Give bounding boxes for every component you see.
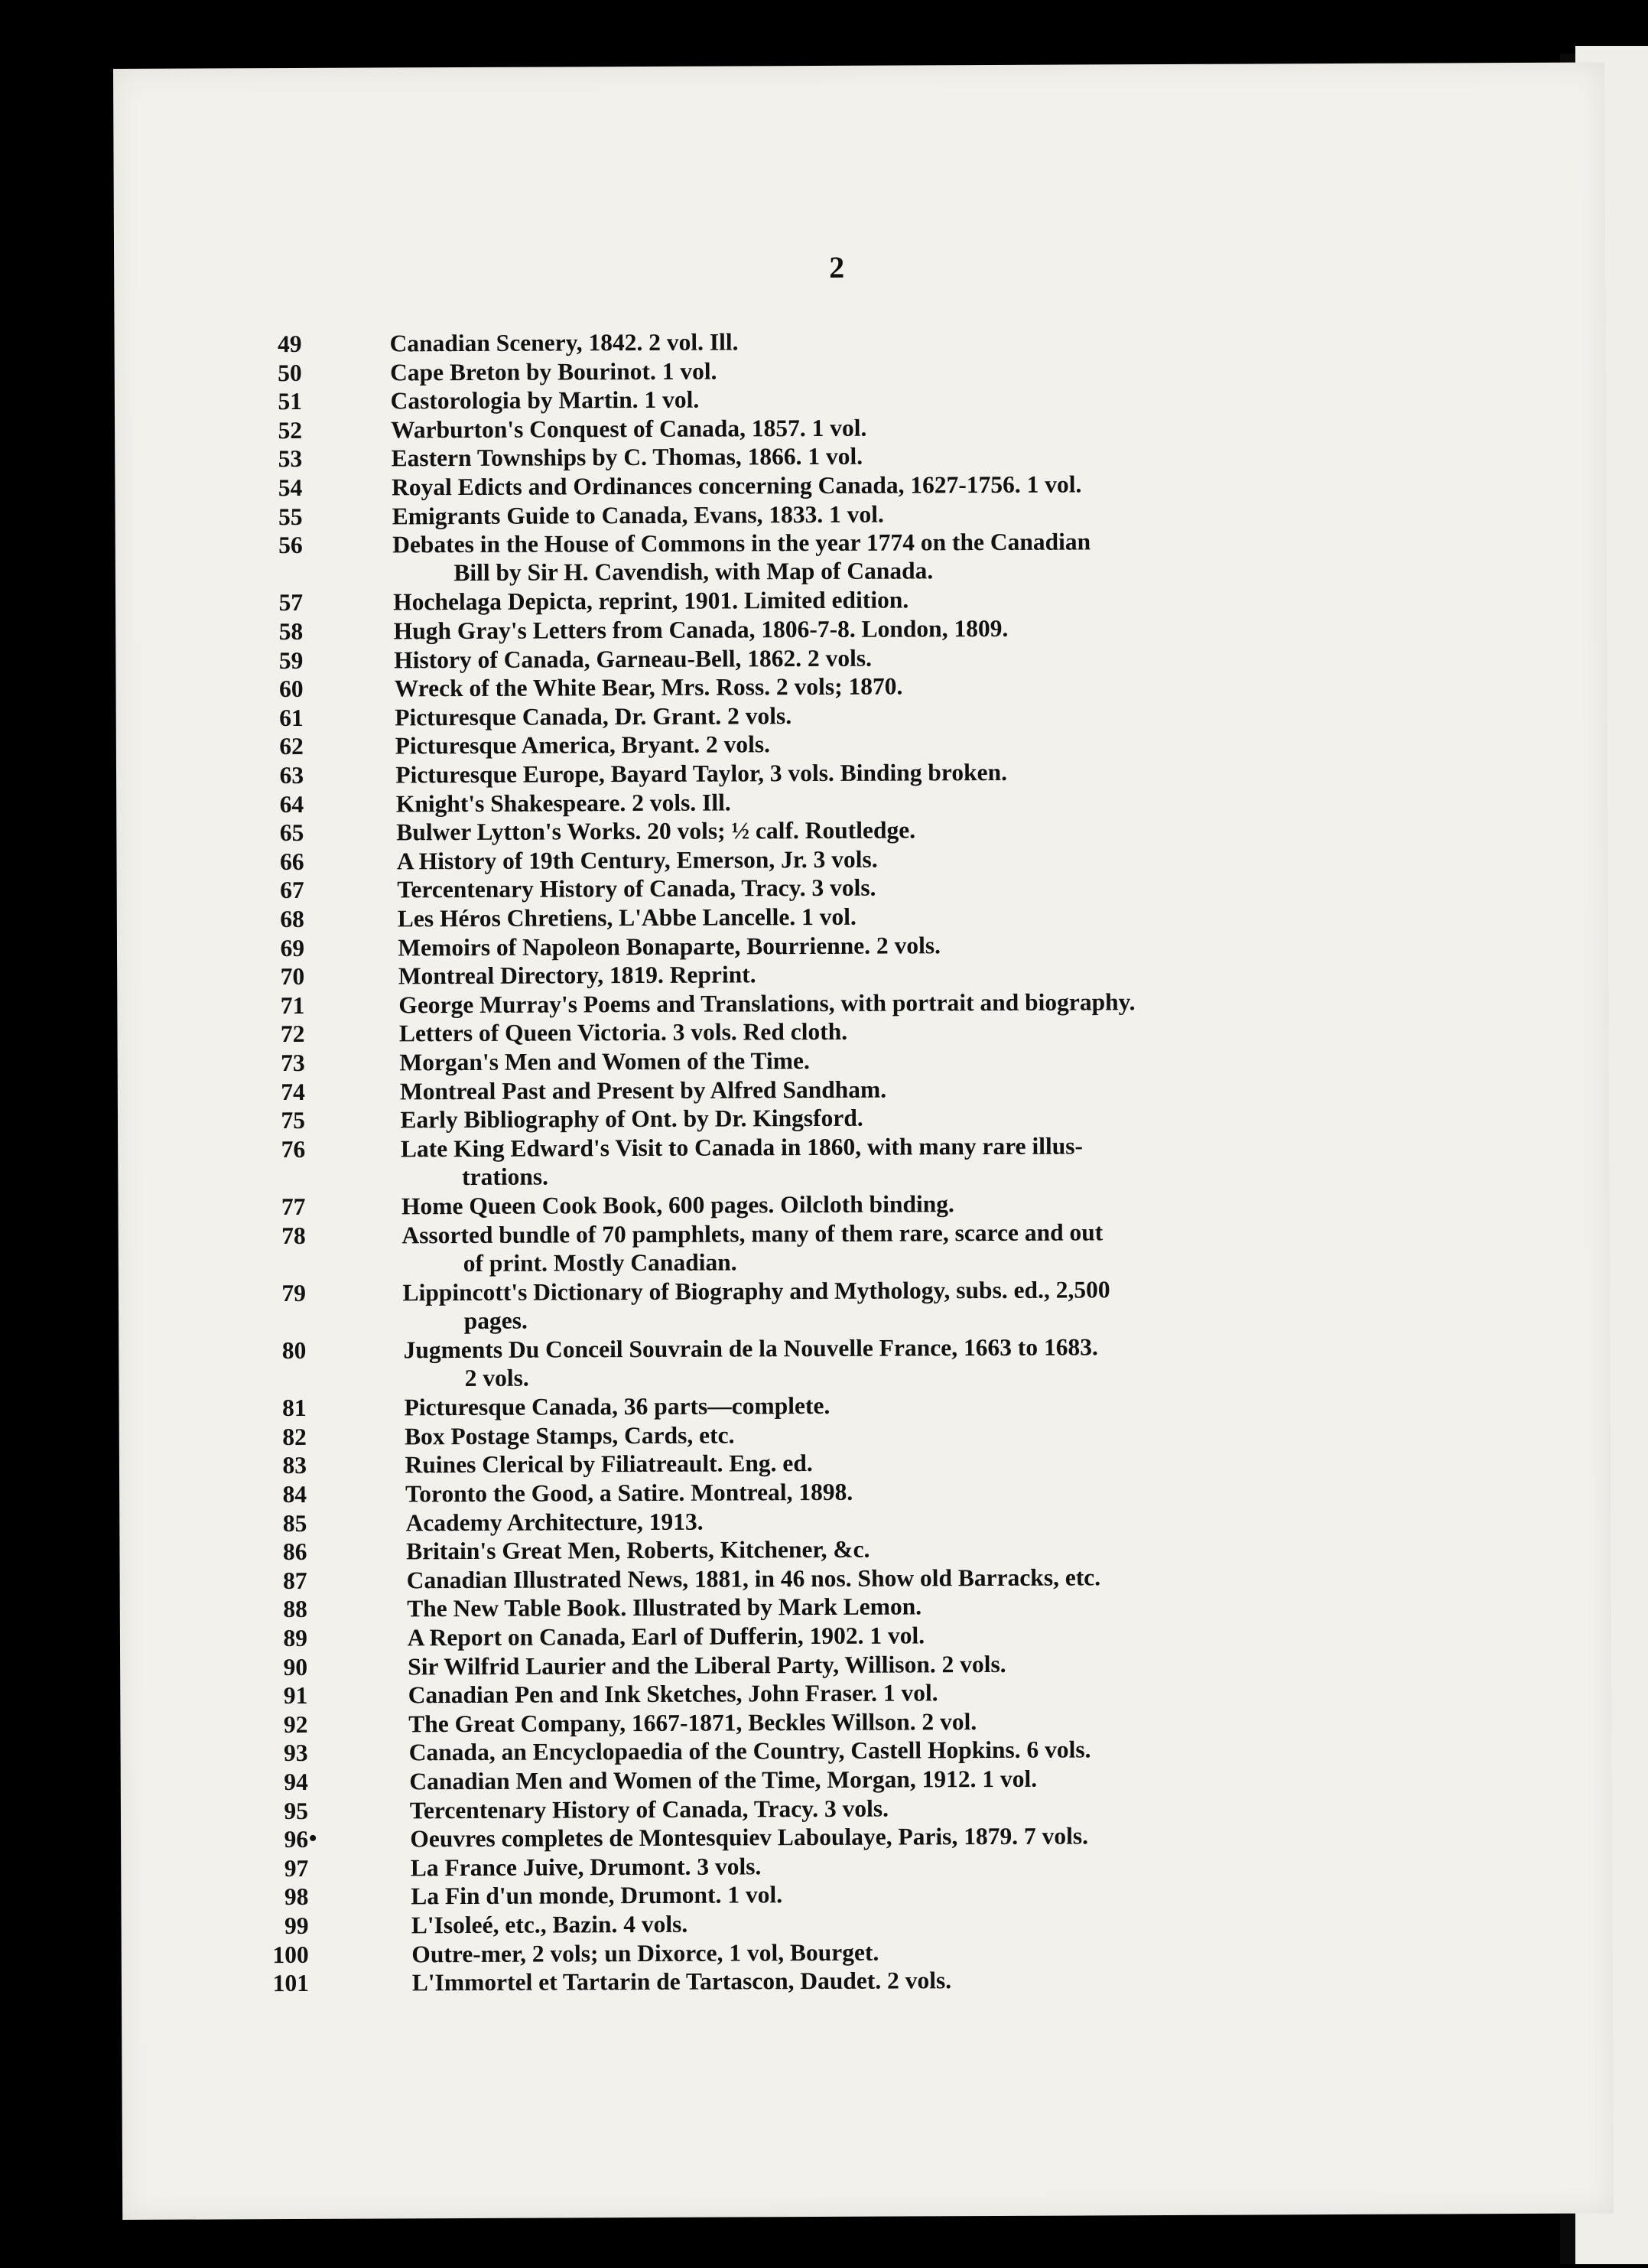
catalog-entry — [121, 1877, 1612, 1911]
entry-number: 62 — [279, 733, 304, 760]
entry-number: 75 — [281, 1107, 306, 1134]
entry-number: 73 — [281, 1049, 305, 1077]
entry-text: Home Queen Cook Book, 600 pages. Oilcloth binding. — [401, 1190, 954, 1220]
entry-text: Britain's Great Men, Roberts, Kitchener, &c. — [406, 1535, 870, 1565]
entry-number: 50 — [278, 359, 302, 386]
entry-text: Box Postage Stamps, Cards, etc. — [405, 1421, 735, 1450]
entry-number: 74 — [281, 1078, 305, 1105]
catalog-entry — [119, 1330, 1610, 1392]
entry-number: 70 — [280, 963, 305, 991]
entry-text: Montreal Past and Present by Alfred Sandham. — [399, 1075, 887, 1105]
entry-text: Tercentenary History of Canada, Tracy. 3 vols. — [409, 1795, 889, 1824]
entry-text: Jugments Du Conceil Souvrain de la Nouvelle France, 1663 to 1683. — [403, 1333, 1098, 1364]
entry-continuation: 2 vols. — [464, 1364, 529, 1392]
entry-number: 59 — [278, 646, 304, 674]
entry-text: Canadian Men and Women of the Time, Morgan, 1912. 1 vol. — [409, 1765, 1038, 1795]
entry-number: 82 — [282, 1423, 307, 1450]
entry-number: 71 — [280, 991, 305, 1019]
entry-number: 76 — [281, 1135, 306, 1163]
catalog-entry — [117, 928, 1608, 962]
entry-text: Eastern Townships by C. Thomas, 1866. 1 vol. — [391, 443, 863, 472]
entry-text: Sir Wilfrid Laurier and the Liberal Party, Willison. 2 vols. — [408, 1650, 1006, 1680]
entry-number: 67 — [280, 877, 304, 904]
entry-text: Canadian Illustrated News, 1881, in 46 nos. Show old Barracks, etc. — [406, 1564, 1101, 1594]
entry-number: 97 — [284, 1854, 309, 1882]
entry-text: La France Juive, Drumont. 3 vols. — [410, 1853, 762, 1882]
entry-number: 69 — [280, 934, 305, 962]
entry-number: 72 — [280, 1020, 305, 1048]
entry-text: Canada, an Encyclopaedia of the Country, Castell Hopkins. 6 vols. — [408, 1736, 1091, 1766]
entry-number: 77 — [281, 1193, 306, 1221]
entry-text: Tercentenary History of Canada, Tracy. 3 vols. — [397, 874, 876, 903]
entry-text: Oeuvres completes de Montesquiev Laboulaye, Paris, 1879. 7 vols. — [410, 1822, 1088, 1853]
entry-text: Bulwer Lytton's Works. 20 vols; ½ calf. Routledge. — [396, 816, 916, 846]
entry-number: 56 — [278, 532, 303, 559]
entry-text: Picturesque America, Bryant. 2 vols. — [395, 731, 771, 760]
catalog-entry — [118, 1186, 1609, 1221]
catalog-entry-list — [113, 62, 1614, 2219]
catalog-entry — [119, 1532, 1611, 1566]
entry-number: 100 — [272, 1941, 309, 1968]
entry-text: A Report on Canada, Earl of Dufferin, 1902. 1 vol. — [407, 1622, 925, 1651]
page-number: 2 — [829, 249, 845, 285]
entry-number: 86 — [282, 1538, 307, 1566]
entry-text: Memoirs of Napoleon Bonaparte, Bourrienne. 2 vols. — [398, 931, 941, 961]
entry-number: 57 — [278, 589, 304, 617]
entry-number: 80 — [281, 1336, 307, 1365]
entry-text: Academy Architecture, 1913. — [405, 1508, 704, 1536]
catalog-entry — [119, 1417, 1611, 1450]
entry-text: Toronto the Good, a Satire. Montreal, 1898. — [405, 1478, 853, 1508]
entry-text: Knight's Shakespeare. 2 vols. Ill. — [395, 789, 731, 817]
entry-continuation: of print. Mostly Canadian. — [463, 1248, 737, 1277]
catalog-entry — [122, 1905, 1613, 1940]
catalog-entry — [114, 324, 1605, 358]
catalog-page — [113, 62, 1614, 2219]
entry-number: 84 — [282, 1480, 307, 1508]
entry-number: 90 — [283, 1653, 308, 1681]
catalog-entry — [119, 1388, 1611, 1422]
entry-number: 88 — [283, 1596, 307, 1623]
catalog-entry — [116, 755, 1607, 789]
entry-number: 53 — [278, 445, 303, 473]
entry-number: 92 — [283, 1710, 308, 1738]
entry-text: Late King Edward's Visit to Canada in 1860, with many rare illus- — [400, 1132, 1084, 1163]
entry-number: 101 — [272, 1970, 309, 1997]
entry-number: 81 — [282, 1394, 307, 1422]
entry-number: 93 — [284, 1739, 308, 1767]
catalog-entry — [118, 1043, 1609, 1077]
entry-number: 65 — [279, 819, 304, 847]
entry-number: 85 — [282, 1509, 307, 1537]
entry-number: 78 — [281, 1222, 306, 1249]
entry-text: Morgan's Men and Women of the Time. — [399, 1047, 810, 1076]
entry-text: Debates in the House of Commons in the year 1774 on the Canadian — [392, 528, 1091, 558]
entry-text: Canadian Pen and Ink Sketches, John Fraser. 1 vol. — [408, 1679, 938, 1709]
catalog-entry — [118, 1129, 1609, 1190]
entry-text: Castorologia by Martin. 1 vol. — [390, 386, 700, 415]
entry-number: 66 — [279, 848, 304, 875]
catalog-entry — [119, 1446, 1611, 1479]
catalog-entry — [117, 985, 1608, 1019]
entry-continuation: pages. — [463, 1306, 528, 1334]
entry-text: Ruines Clerical by Filiatreault. Eng. ed. — [405, 1450, 813, 1479]
entry-text: Montreal Directory, 1819. Reprint. — [398, 961, 756, 990]
entry-number: 79 — [281, 1279, 307, 1306]
margin-mark — [310, 1835, 316, 1841]
entry-text: The New Table Book. Illustrated by Mark Lemon. — [407, 1593, 922, 1622]
entry-number: 54 — [278, 473, 303, 502]
entry-text: Cape Breton by Bourinot. 1 vol. — [390, 357, 717, 386]
entry-number: 55 — [278, 503, 303, 530]
entry-text: Outre-mer, 2 vols; un Dixorce, 1 vol, Bourget. — [411, 1938, 879, 1967]
entry-number: 91 — [283, 1682, 308, 1710]
entry-text: Les Héros Chretiens, L'Abbe Lancelle. 1 vol. — [397, 903, 857, 932]
entry-number: 87 — [283, 1567, 307, 1594]
entry-text: Picturesque Europe, Bayard Taylor, 3 vols. Binding broken. — [395, 758, 1008, 789]
catalog-entry — [115, 410, 1606, 444]
entry-number: 58 — [278, 617, 304, 646]
entry-text: L'Isoleé, etc., Bazin. 4 vols. — [411, 1910, 688, 1939]
entry-number: 61 — [279, 704, 304, 731]
catalog-entry — [119, 1503, 1611, 1537]
entry-number: 63 — [279, 761, 304, 789]
entry-number: 99 — [284, 1912, 309, 1940]
entry-text: Canadian Scenery, 1842. 2 vol. Ill. — [389, 328, 739, 357]
catalog-entry — [115, 353, 1606, 386]
entry-number: 94 — [284, 1768, 308, 1796]
entry-number: 68 — [280, 905, 304, 933]
catalog-entry — [119, 1273, 1610, 1334]
entry-number: 64 — [279, 790, 304, 818]
entry-text: The Great Company, 1667-1871, Beckles Willson. 2 vol. — [408, 1707, 977, 1738]
entry-text: Letters of Queen Victoria. 3 vols. Red cloth. — [398, 1018, 848, 1047]
entry-number: 51 — [278, 388, 302, 415]
entry-number: 89 — [283, 1624, 308, 1652]
entry-text: Emigrants Guide to Canada, Evans, 1833. 1 vol. — [392, 500, 884, 530]
entry-text: Picturesque Canada, Dr. Grant. 2 vols. — [395, 701, 792, 731]
entry-text: L'Immortel et Tartarin de Tartascon, Daudet. 2 vols. — [411, 1967, 952, 1996]
entry-text: Early Bibliography of Ont. by Dr. Kingsford. — [400, 1104, 863, 1134]
entry-number: 96 — [284, 1826, 309, 1853]
entry-text: History of Canada, Garneau-Bell, 1862. 2 vols. — [394, 644, 873, 673]
entry-text: Wreck of the White Bear, Mrs. Ross. 2 vols; 1870. — [394, 672, 903, 702]
entry-text: Royal Edicts and Ordinances concerning Canada, 1627-1756. 1 vol. — [392, 470, 1082, 501]
entry-text: Hochelaga Depicta, reprint, 1901. Limited edition. — [393, 586, 909, 616]
catalog-entry — [115, 382, 1606, 415]
entry-number: 98 — [284, 1883, 309, 1911]
catalog-entry — [116, 727, 1607, 760]
entry-continuation: trations. — [462, 1163, 549, 1190]
entry-continuation: Bill by Sir H. Cavendish, with Map of Canada. — [453, 557, 934, 587]
entry-number: 60 — [278, 675, 304, 703]
entry-text: A History of 19th Century, Emerson, Jr. 3 vols. — [396, 845, 878, 875]
entry-number: 52 — [278, 416, 303, 444]
entry-number: 83 — [282, 1452, 307, 1479]
entry-text: Picturesque Canada, 36 parts—complete. — [404, 1392, 831, 1421]
entry-text: Warburton's Conquest of Canada, 1857. 1 vol. — [391, 414, 867, 444]
entry-number: 49 — [277, 330, 302, 358]
entry-number: 95 — [284, 1797, 309, 1824]
entry-text: La Fin d'un monde, Drumont. 1 vol. — [411, 1881, 783, 1910]
catalog-entry — [119, 1474, 1611, 1508]
entry-text: Lippincott's Dictionary of Biography and Mythology, subs. ed., 2,500 — [402, 1276, 1110, 1306]
catalog-entry — [116, 813, 1607, 847]
entry-text: Hugh Gray's Letters from Canada, 1806-7-8. London, 1809. — [393, 614, 1009, 645]
entry-text: Assorted bundle of 70 pamphlets, many of them rare, scarce and out — [401, 1218, 1104, 1248]
entry-text: George Murray's Poems and Translations, with portrait and biography. — [398, 988, 1136, 1019]
catalog-entry — [122, 1934, 1613, 1968]
catalog-entry — [118, 1072, 1609, 1105]
